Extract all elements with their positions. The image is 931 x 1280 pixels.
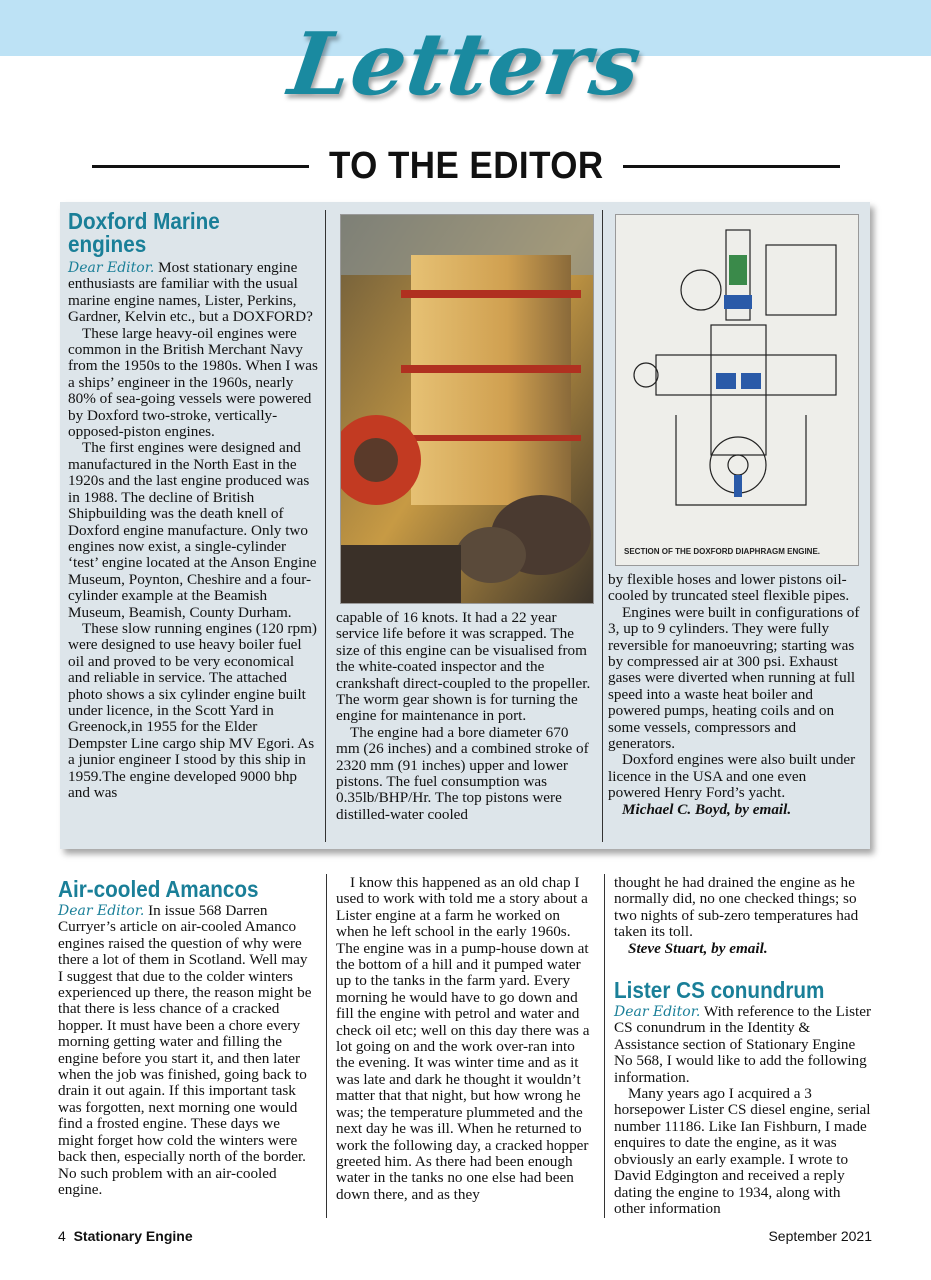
amancos-title: Air-cooled Amancos	[58, 876, 259, 902]
doxford-title: Doxford Marine engines	[68, 208, 220, 257]
amancos-column-2	[336, 875, 596, 1203]
engine-diagram	[615, 214, 859, 566]
doxford-salutation: Dear Editor.	[68, 260, 155, 276]
column-divider	[325, 210, 326, 842]
doxford-para-7: by flexible hoses and lower pistons oil-cooled by truncated steel flexible pipes.	[608, 571, 850, 605]
column-divider	[602, 210, 603, 842]
amancos-para-2: I know this happened as an old chap I used to work with told me a story about a Lister engine at a farm he worked on when he left school in the early 1960s. The engine was in a pump-house down at the bottom of a hill and it pumped water up to the tanks in the farm yard. Every morning he would have to go down and fill the engine with petrol and water and check oil etc; well on this day there was a lot going on and the work over-ran into the evening. It was winter time and as it was late and dark he thought it wouldn’t matter that that night, but how wrong he was; the temperature plummeted and the next day he was ill. When he returned to work the following day, a cracked hopper greeted him. As there had been enough water in the tanks no one else had been down there, and as they	[336, 874, 590, 1203]
amancos-column-1	[58, 878, 314, 1198]
doxford-para-9: Doxford engines were also built under licence in the USA and one even powered Henry Ford’s yacht.	[608, 751, 856, 802]
doxford-para-8: Engines were built in configurations of 3, up to 9 cylinders. They were fully reversible for manoeuvring; starting was by compressed air at 300 psi. Exhaust gases were diverted when running at full speed into a waste heat boiler and powered pumps, heating coils and on some vessels, compressors and generators.	[608, 603, 860, 753]
doxford-para-6: The engine had a bore diameter 670 mm (26 inches) and a combined stroke of 2320 mm (91 inches) upper and lower pistons. The fuel consumption was 0.35lb/BHP/Hr. The top pistons were distilled-water cooled	[336, 723, 589, 823]
magazine-name: Stationary Engine	[73, 1228, 193, 1244]
page-number: 4	[58, 1228, 66, 1244]
amancos-signature: Steve Stuart, by email.	[628, 939, 768, 957]
diagram-caption: SECTION OF THE DOXFORD DIAPHRAGM ENGINE.	[624, 547, 821, 556]
column-divider	[326, 874, 327, 1218]
amancos-para-1	[58, 903, 314, 1198]
doxford-para-5: capable of 16 knots. It had a 22 year service life before it was scrapped. The size of this engine can be visualised from the white-coated inspector and the crankshaft direct-coupled to the propeller. The worm gear shown is for turning the engine for maintenance in port.	[336, 609, 591, 725]
doxford-para-1	[68, 260, 318, 326]
lister-salutation: Dear Editor.	[614, 1004, 701, 1021]
engine-photo-image	[341, 215, 593, 603]
doxford-column-3	[608, 572, 862, 818]
engine-diagram-image	[616, 215, 858, 545]
lister-para-1-text: With reference to the Lister CS conundrum in the Identity & Assistance section of Stationary Engine No 568, I would like to add the following information.	[614, 1003, 872, 1086]
doxford-para-1-text: Most stationary engine enthusiasts are familiar with the usual marine engine names, Lister, Perkins, Gardner, Kelvin etc., but a DOXFORD?	[68, 259, 313, 326]
lister-title: Lister CS conundrum	[614, 977, 825, 1004]
amancos-salutation: Dear Editor.	[58, 903, 145, 919]
footer-left	[58, 1228, 193, 1244]
doxford-para-3: The first engines were designed and manufactured in the North East in the 1920s and the last engine produced was in 1988. The decline of British Shipbuilding was the death knell of Doxford engine manufacture. Only two engines now exist, a single-cylinder ‘test’ engine located at the Anson Engine Museum, Poynton, Cheshire and a four-cylinder example at the Beamish Museum, Beamish, County Durham.	[68, 439, 317, 621]
to-the-editor-heading: TO THE EDITOR	[328, 144, 604, 187]
amancos-column-3	[614, 875, 872, 1217]
lister-para-1	[614, 1004, 872, 1086]
section-heading	[92, 146, 840, 186]
column-divider	[604, 874, 605, 1218]
doxford-para-4: These slow running engines (120 rpm) were designed to use heavy boiler fuel oil and proved to be very economical and reliable in service. The attached photo shows a six cylinder engine built under licence, in the Scott Yard in Greenock,in 1955 for the Elder Dempster Line cargo ship MV Egori. As a junior engineer I stood by this ship in 1959.The engine developed 9000 bhp and was	[68, 619, 317, 801]
amancos-para-1-text: In issue 568 Darren Curryer’s article on air-cooled Amanco engines raised the question of why were there a lot of them in Scotland. Well may I suggest that due to the colder winters experienced up there, the reason might be that there is less chance of a cracked hopper. It must have been a chore every morning getting water and filling the engine before you start it, and then later when the job was finished, going back to drain it out again. If this important task was forgotten, next morning one would find a frosted engine. These days we might forget how cold the winters were back then, especially north of the border. No such problem with an air-cooled engine.	[58, 902, 312, 1198]
heading-rule-left	[92, 165, 309, 168]
doxford-signature: Michael C. Boyd, by email.	[622, 800, 792, 818]
lister-para-2: Many years ago I acquired a 3 horsepower Lister CS diesel engine, serial number 11186. Like Ian Fishburn, I made enquires to date the engine, as it was obviously an early example. I wrote to David Edgington and received a reply dating the engine to 1934, along with other information	[614, 1085, 871, 1217]
heading-rule-right	[623, 165, 840, 168]
doxford-para-2: These large heavy-oil engines were common in the British Merchant Navy from the 1950s to the 1980s. When I was a ships’ engineer in the 1960s, nearly 80% of sea-going vessels were powered by Doxford two-stroke, vertically-opposed-piston engines.	[68, 324, 318, 441]
letters-title: Letters	[283, 14, 648, 115]
doxford-letter-box	[60, 202, 870, 849]
doxford-column-2	[336, 610, 594, 823]
doxford-column-1	[68, 210, 318, 801]
engine-photo	[340, 214, 594, 604]
amancos-para-3: thought he had drained the engine as he normally did, no one checked things; so two nights of sub-zero temperatures had taken its toll.	[614, 874, 859, 941]
issue-date: September 2021	[768, 1228, 872, 1244]
